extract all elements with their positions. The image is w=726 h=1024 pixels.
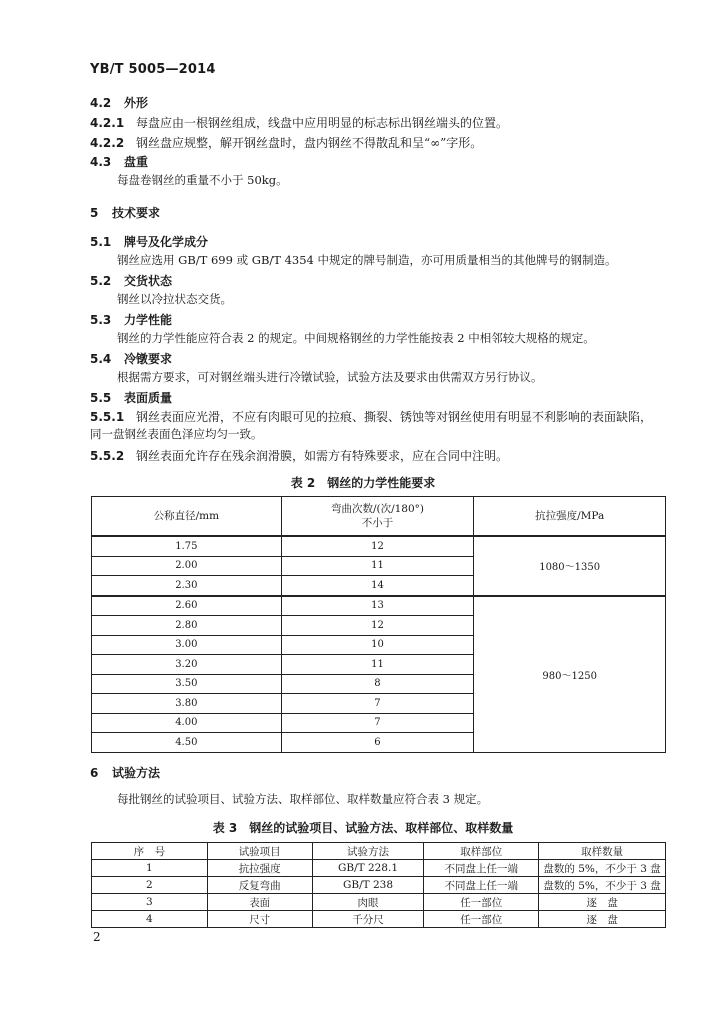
bend-count-cell: 7 bbox=[281, 713, 474, 733]
clause-4-2-2: 4.2.2 钢丝盘应规整，解开钢丝盘时，盘内钢丝不得散乱和呈“∞”字形。 bbox=[90, 136, 483, 150]
table-cell: 任一部位 bbox=[424, 894, 539, 911]
column-header-bend-count: 弯曲次数/(次/180°) 不小于 bbox=[281, 497, 474, 537]
table-cell: 逐 盘 bbox=[539, 894, 666, 911]
column-header-tensile-strength: 抗拉强度/MPa bbox=[474, 497, 666, 537]
clause-5-5-1: 5.5.1 钢丝表面应光滑，不应有肉眼可见的拉痕、撕裂、锈蚀等对钢丝使用有明显不利影响的表面缺陷， bbox=[90, 410, 653, 424]
table-row bbox=[92, 860, 666, 877]
bend-count-cell: 11 bbox=[281, 556, 474, 576]
section-5-3-heading: 5.3 力学性能 bbox=[90, 313, 173, 327]
diameter-cell: 2.80 bbox=[92, 616, 282, 636]
table-cell: 肉眼 bbox=[312, 894, 424, 911]
bend-count-cell: 14 bbox=[281, 576, 474, 596]
table-cell: 反复弯曲 bbox=[207, 877, 312, 894]
table-2-caption: 表 2 钢丝的力学性能要求 bbox=[290, 476, 436, 490]
table-cell: 不同盘上任一端 bbox=[424, 860, 539, 877]
section-5-4-text: 根据需方要求，可对钢丝端头进行冷镦试验，试验方法及要求由供需双方另行协议。 bbox=[117, 370, 543, 384]
table-cell: 3 bbox=[92, 894, 208, 911]
table-cell: GB/T 228.1 bbox=[312, 860, 424, 877]
table-cell: 抗拉强度 bbox=[207, 860, 312, 877]
column-header-diameter: 公称直径/mm bbox=[92, 497, 282, 537]
section-5-1-heading: 5.1 牌号及化学成分 bbox=[90, 235, 209, 249]
section-6-heading: 6 试验方法 bbox=[90, 766, 161, 780]
table-cell: GB/T 238 bbox=[312, 877, 424, 894]
table-cell: 任一部位 bbox=[424, 911, 539, 928]
table-cell: 2 bbox=[92, 877, 208, 894]
table-cell: 千分尺 bbox=[312, 911, 424, 928]
tensile-strength-cell: 1080～1350 bbox=[474, 536, 666, 596]
section-4-3-heading: 4.3 盘重 bbox=[90, 155, 149, 169]
section-5-2-text: 钢丝以冷拉状态交货。 bbox=[117, 292, 232, 306]
column-header: 试验方法 bbox=[312, 843, 424, 860]
diameter-cell: 2.60 bbox=[92, 596, 282, 616]
column-header: 试验项目 bbox=[207, 843, 312, 860]
section-4-2-heading: 4.2 外形 bbox=[90, 96, 149, 110]
section-6-text: 每批钢丝的试验项目、试验方法、取样部位、取样数量应符合表 3 规定。 bbox=[117, 792, 489, 806]
table-row bbox=[92, 894, 666, 911]
section-5-2-heading: 5.2 交货状态 bbox=[90, 274, 173, 288]
table-cell: 尺寸 bbox=[207, 911, 312, 928]
clause-5-5-1-continuation: 同一盘钢丝表面色泽应均匀一致。 bbox=[90, 427, 263, 441]
bend-count-cell: 10 bbox=[281, 635, 474, 655]
section-4-3-text: 每盘卷钢丝的重量不小于 50kg。 bbox=[117, 173, 288, 187]
diameter-cell: 3.80 bbox=[92, 694, 282, 714]
table-row bbox=[92, 596, 666, 616]
section-5-heading: 5 技术要求 bbox=[90, 206, 161, 220]
section-5-1-text: 钢丝应选用 GB/T 699 或 GB/T 4354 中规定的牌号制造，亦可用质量相当的其他牌号的钢制造。 bbox=[117, 253, 617, 267]
test-items-table bbox=[91, 842, 666, 928]
table-row bbox=[92, 536, 666, 556]
clause-4-2-1: 4.2.1 每盘应由一根钢丝组成，线盘中应用明显的标志标出钢丝端头的位置。 bbox=[90, 116, 509, 130]
table-row bbox=[92, 877, 666, 894]
diameter-cell: 1.75 bbox=[92, 536, 282, 556]
clause-5-5-2: 5.5.2 钢丝表面允许存在残余润滑膜，如需方有特殊要求，应在合同中注明。 bbox=[90, 449, 509, 463]
bend-count-cell: 6 bbox=[281, 733, 474, 753]
diameter-cell: 3.50 bbox=[92, 674, 282, 694]
table-cell: 不同盘上任一端 bbox=[424, 877, 539, 894]
diameter-cell: 4.50 bbox=[92, 733, 282, 753]
table-cell: 盘数的 5%，不少于 3 盘 bbox=[539, 860, 666, 877]
bend-count-cell: 13 bbox=[281, 596, 474, 616]
diameter-cell: 3.20 bbox=[92, 655, 282, 675]
table-cell: 1 bbox=[92, 860, 208, 877]
section-5-5-heading: 5.5 表面质量 bbox=[90, 391, 173, 405]
column-header: 取样数量 bbox=[539, 843, 666, 860]
column-header: 取样部位 bbox=[424, 843, 539, 860]
mechanical-properties-table bbox=[91, 496, 666, 753]
bend-count-cell: 8 bbox=[281, 674, 474, 694]
diameter-cell: 2.00 bbox=[92, 556, 282, 576]
tensile-strength-cell: 980～1250 bbox=[474, 596, 666, 753]
diameter-cell: 2.30 bbox=[92, 576, 282, 596]
column-header: 序 号 bbox=[92, 843, 208, 860]
diameter-cell: 3.00 bbox=[92, 635, 282, 655]
bend-count-cell: 11 bbox=[281, 655, 474, 675]
section-5-3-text: 钢丝的力学性能应符合表 2 的规定。中间规格钢丝的力学性能按表 2 中相邻较大规格的规定。 bbox=[117, 331, 595, 345]
table-cell: 逐 盘 bbox=[539, 911, 666, 928]
diameter-cell: 4.00 bbox=[92, 713, 282, 733]
table-cell: 4 bbox=[92, 911, 208, 928]
standard-code: YB/T 5005—2014 bbox=[90, 62, 216, 77]
table-row bbox=[92, 911, 666, 928]
bend-count-cell: 7 bbox=[281, 694, 474, 714]
bend-count-cell: 12 bbox=[281, 536, 474, 556]
table-3-caption: 表 3 钢丝的试验项目、试验方法、取样部位、取样数量 bbox=[212, 821, 514, 835]
section-5-4-heading: 5.4 冷镦要求 bbox=[90, 352, 173, 366]
bend-count-cell: 12 bbox=[281, 616, 474, 636]
table-cell: 盘数的 5%，不少于 3 盘 bbox=[539, 877, 666, 894]
page-number: 2 bbox=[93, 930, 101, 944]
table-cell: 表面 bbox=[207, 894, 312, 911]
